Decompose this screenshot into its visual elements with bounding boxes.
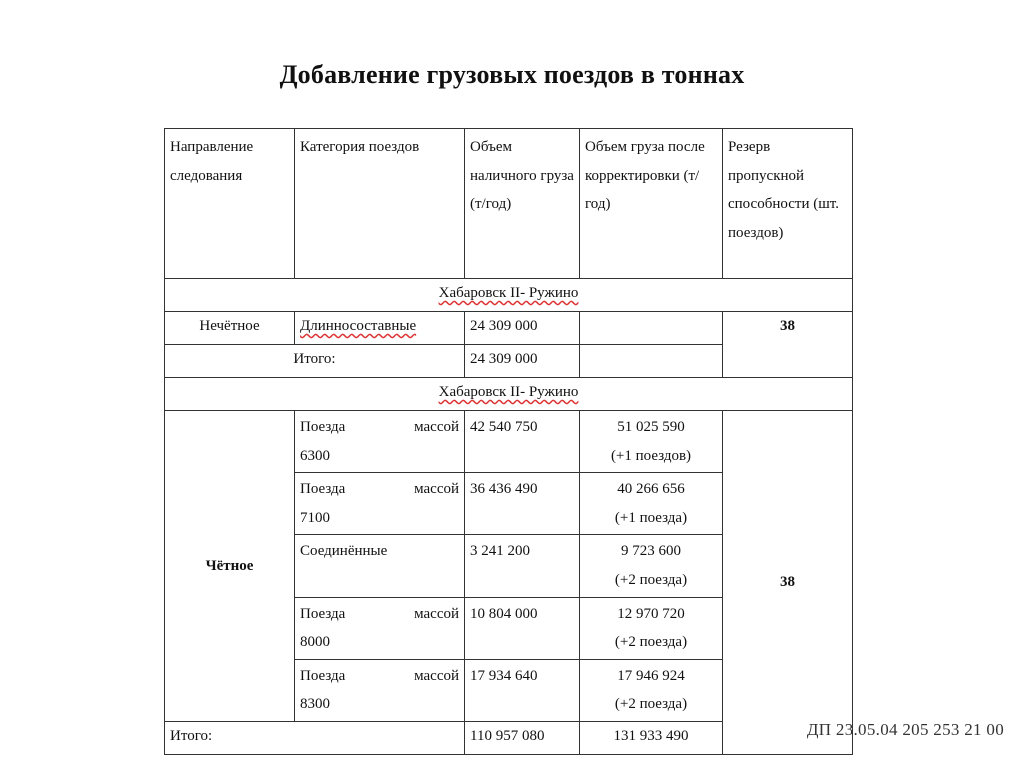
after-cell: 17 946 924 (+2 поезда) xyxy=(580,659,723,721)
route-label: Хабаровск II- Ружино xyxy=(165,378,853,411)
table-row xyxy=(165,312,853,345)
total-after: 131 933 490 xyxy=(580,721,723,754)
category-cell: Поезда массой 6300 xyxy=(295,411,465,473)
route-label: Хабаровск II- Ружино xyxy=(165,279,853,312)
direction-cell: Нечётное xyxy=(165,312,295,345)
category-cell: Поезда массой 8300 xyxy=(295,659,465,721)
category-cell: Поезда массой 8000 xyxy=(295,597,465,659)
direction-cell: Чётное xyxy=(165,411,295,722)
header-direction: Направление следования xyxy=(165,129,295,279)
volume-cell: 3 241 200 xyxy=(465,535,580,597)
header-reserve: Резерв пропускной способности (шт. поездов) xyxy=(723,129,853,279)
total-volume: 24 309 000 xyxy=(465,345,580,378)
reserve-cell: 38 xyxy=(723,411,853,755)
slide-title: Добавление грузовых поездов в тоннах xyxy=(279,60,745,89)
total-volume: 110 957 080 xyxy=(465,721,580,754)
total-after xyxy=(580,345,723,378)
volume-cell: 36 436 490 xyxy=(465,473,580,535)
table-row xyxy=(165,411,853,473)
freight-table xyxy=(164,128,853,755)
section-route-row xyxy=(165,378,853,411)
after-cell: 9 723 600 (+2 поезда) xyxy=(580,535,723,597)
category-cell: Длинносоставные xyxy=(295,312,465,345)
volume-cell: 24 309 000 xyxy=(465,312,580,345)
document-code: ДП 23.05.04 205 253 21 00 xyxy=(806,720,1004,739)
after-cell: 51 025 590 (+1 поездов) xyxy=(580,411,723,473)
header-volume-after: Объем груза после корректировки (т/год) xyxy=(580,129,723,279)
after-cell: 12 970 720 (+2 поезда) xyxy=(580,597,723,659)
total-label: Итого: xyxy=(165,721,465,754)
volume-cell: 10 804 000 xyxy=(465,597,580,659)
volume-cell: 42 540 750 xyxy=(465,411,580,473)
volume-cell: 17 934 640 xyxy=(465,659,580,721)
total-label: Итого: xyxy=(165,345,465,378)
section-route-row xyxy=(165,279,853,312)
category-cell: Поезда массой 7100 xyxy=(295,473,465,535)
table-header-row xyxy=(165,129,853,279)
category-cell: Соединённые xyxy=(295,535,465,597)
after-cell: 40 266 656 (+1 поезда) xyxy=(580,473,723,535)
reserve-cell: 38 xyxy=(723,312,853,378)
header-category: Категория поездов xyxy=(295,129,465,279)
after-cell xyxy=(580,312,723,345)
header-volume: Объем наличного груза (т/год) xyxy=(465,129,580,279)
